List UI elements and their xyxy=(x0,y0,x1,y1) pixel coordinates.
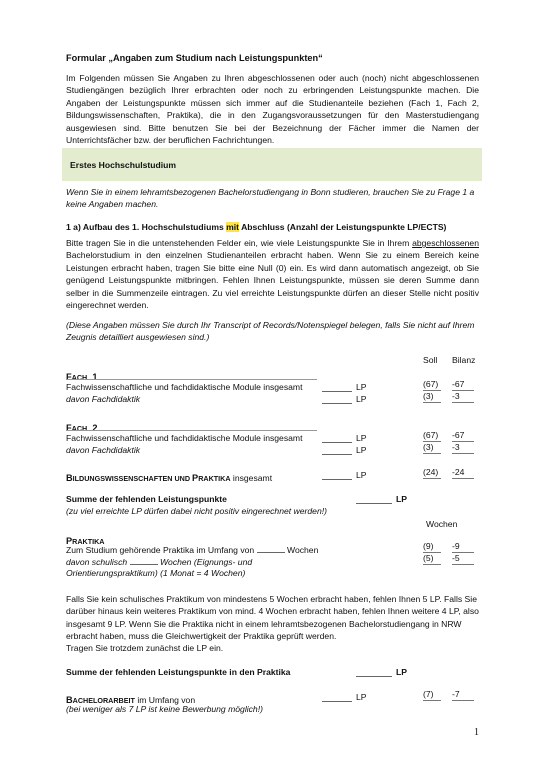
praktika-row1-input[interactable] xyxy=(257,543,285,553)
praktika-info: Falls Sie kein schulisches Praktikum von mindestens 5 Wochen erbracht haben, fehlen Ihnen 5 LP. Falls Sie darüber hinaus kein weiteres Praktikum von mind. 4 Wochen erbracht haben, fehlen Ihnen weitere 4 LP, also insgesamt 9 LP. Wenn Sie die Praktika nicht in einem lehramtsbezogenen Bachelorstudiengang in NRW erbracht haben, muss die Gleichwertigkeit der Praktika geprüft werden. xyxy=(66,594,479,642)
praktika-heading-initial: P xyxy=(66,536,73,546)
fach1-number: 1 xyxy=(92,372,98,382)
bw-bilanz: -24 xyxy=(452,467,474,479)
fach2-subject-field[interactable] xyxy=(66,430,317,431)
q1a-heading xyxy=(66,221,446,233)
bw-input[interactable] xyxy=(322,470,352,480)
ba-note: (bei weniger als 7 LP ist keine Bewerbung möglich!) xyxy=(66,704,263,714)
fach1-row2-soll: (3) xyxy=(423,391,441,403)
fach1-row2-input[interactable] xyxy=(322,394,352,404)
sum1-input[interactable] xyxy=(356,494,392,504)
praktika-row2-input[interactable] xyxy=(130,555,158,565)
sum1-lp: LP xyxy=(396,494,407,504)
fach1-row2-label: davon Fachdidaktik xyxy=(66,394,141,404)
fach1-row2-lp: LP xyxy=(356,394,367,404)
q1a-paragraph xyxy=(66,237,479,311)
col-wochen: Wochen xyxy=(426,519,458,529)
fach2-row1-soll: (67) xyxy=(423,430,441,442)
section-note: Wenn Sie in einem lehramtsbezogenen Bachelorstudiengang in Bonn studieren, brauchen Sie zu Frage 1 a keine Angaben machen. xyxy=(66,187,475,210)
praktika-row1-soll: (9) xyxy=(423,541,441,553)
praktika-row2-soll: (5) xyxy=(423,553,441,565)
q1a-heading-pre: 1 a) Aufbau des 1. Hochschulstudiums xyxy=(66,222,227,232)
sum1-note: (zu viel erreichte LP dürfen dabei nicht positiv eingerechnet werden!) xyxy=(66,506,327,516)
fach2-row2-soll: (3) xyxy=(423,442,441,454)
fach1-row1-soll: (67) xyxy=(423,379,441,391)
bw-label-rest: insgesamt xyxy=(230,473,273,483)
ba-lp: LP xyxy=(356,692,367,702)
ba-label-suffix: im Umfang von xyxy=(134,695,196,705)
fach2-row1-label: Fachwissenschaftliche und fachdidaktische Module insgesamt xyxy=(66,433,303,443)
bw-label xyxy=(66,468,272,486)
ba-label-rest: ACHELORARBEIT xyxy=(72,696,135,705)
sum2-input[interactable] xyxy=(356,667,392,677)
fach2-row1-bilanz: -67 xyxy=(452,430,474,442)
q1a-heading-highlight: mit xyxy=(226,222,240,232)
fach2-number: 2 xyxy=(92,423,98,433)
fach2-row1-lp: LP xyxy=(356,433,367,443)
fach1-heading-rest: ACH xyxy=(71,373,88,382)
bw-lp: LP xyxy=(356,470,367,480)
page-title: Formular „Angaben zum Studium nach Leistungspunkten“ xyxy=(66,53,323,63)
fach1-heading-initial: F xyxy=(66,372,72,382)
fach2-row2-input[interactable] xyxy=(322,445,352,455)
ba-bilanz: -7 xyxy=(452,689,474,701)
intro-paragraph: Im Folgenden müssen Sie Angaben zu Ihren abgeschlossenen oder auch (noch) nicht abgeschlossenen Studiengängen bezüglich Ihrer erbrachten oder noch zu erbringenden Leistungspunkte machen. Die Angaben der Leistungspunkte müssen sich immer auf die Studienanteile beziehen (Fach 1, Fach 2, Bildungswissenschaften, Praktika), die in den Zugangsvoraussetzungen für den Masterstudiengang ausgewiesen sind. Bitte benutzen Sie bei der Bezeichnung der Fächer immer die Namen der Unterrichtsfächer bzw. der beruflichen Fachrichtungen. xyxy=(66,73,479,146)
praktika-row1-post: Wochen xyxy=(286,545,319,555)
bw-label-s1: ILDUNGSWISSENSCHAFTEN UND xyxy=(72,474,193,483)
bw-label-b2: P xyxy=(192,473,199,483)
page-number: 1 xyxy=(474,727,479,738)
col-bilanz: Bilanz xyxy=(452,355,476,365)
section-header xyxy=(62,148,482,181)
q1a-paragraph-post: Bachelorstudium in den einzelnen Studienanteilen erbracht haben. Wenn Sie zu einem Bereich keine Leistungen erbracht haben, tragen Sie bitte eine Null (0) ein. Es wird dann automatisch angezeigt, ob Sie genügend Leistungspunkte mitbringen. Fehlen Ihnen Leistungspunkte, müssen sie deren Summe dann selber in die Summenzeile eintragen. Zu viel erreichte Leistungspunkte dürfen an dieser Stelle nicht positiv eingerechnet werden. xyxy=(66,250,479,311)
fach2-row2-lp: LP xyxy=(356,445,367,455)
praktika-row2-line2: Orientierungspraktikum) (1 Monat = 4 Wochen) xyxy=(66,568,246,578)
fach1-row1-input[interactable] xyxy=(322,382,352,392)
q1a-paragraph-pre: Bitte tragen Sie in die untenstehenden Felder ein, wie viele Leistungspunkte Sie in Ihrem xyxy=(66,238,413,248)
fach2-heading-rest: ACH xyxy=(71,424,88,433)
bw-label-b1: B xyxy=(66,473,73,483)
fach1-row1-lp: LP xyxy=(356,382,367,392)
q1a-heading-post: Abschluss (Anzahl der Leistungspunkte LP/ECTS) xyxy=(239,222,447,232)
fach2-row1-input[interactable] xyxy=(322,433,352,443)
ba-soll: (7) xyxy=(423,689,441,701)
praktika-row2-bilanz: -5 xyxy=(452,553,474,565)
praktika-row2-post: Wochen (Eignungs- und xyxy=(159,557,253,567)
col-soll: Soll xyxy=(423,355,438,365)
fach1-row2-bilanz: -3 xyxy=(452,391,474,403)
ba-label-initial: B xyxy=(66,695,73,705)
fach2-heading-initial: F xyxy=(66,423,72,433)
sum1-label: Summe der fehlenden Leistungspunkte xyxy=(66,494,227,504)
section-title: Erstes Hochschulstudium xyxy=(70,160,177,170)
praktika-row1-pre: Zum Studium gehörende Praktika im Umfang von xyxy=(66,545,255,555)
praktika-row1-bilanz: -9 xyxy=(452,541,474,553)
praktika-row2-pre: davon schulisch xyxy=(66,557,128,567)
q1a-note: (Diese Angaben müssen Sie durch Ihr Transcript of Records/Notenspiegel belegen, falls Sie nicht auf Ihrem Zeugnis detailliert ausgewiesen sind.) xyxy=(66,320,475,343)
bw-soll: (24) xyxy=(423,467,441,479)
praktika-info2: Tragen Sie trotzdem zunächst die LP ein. xyxy=(66,643,224,653)
fach1-subject-field[interactable] xyxy=(66,379,317,380)
fach1-row1-label: Fachwissenschaftliche und fachdidaktische Module insgesamt xyxy=(66,382,303,392)
q1a-paragraph-underlined: abgeschlossenen xyxy=(412,238,479,248)
fach2-row2-bilanz: -3 xyxy=(452,442,474,454)
fach2-row2-label: davon Fachdidaktik xyxy=(66,445,141,455)
bw-label-s2: RAKTIKA xyxy=(198,474,231,483)
fach1-row1-bilanz: -67 xyxy=(452,379,474,391)
sum2-label: Summe der fehlenden Leistungspunkte in den Praktika xyxy=(66,667,291,677)
ba-input[interactable] xyxy=(322,692,352,702)
sum2-lp: LP xyxy=(396,667,407,677)
praktika-heading-rest: RAKTIKA xyxy=(72,537,105,546)
